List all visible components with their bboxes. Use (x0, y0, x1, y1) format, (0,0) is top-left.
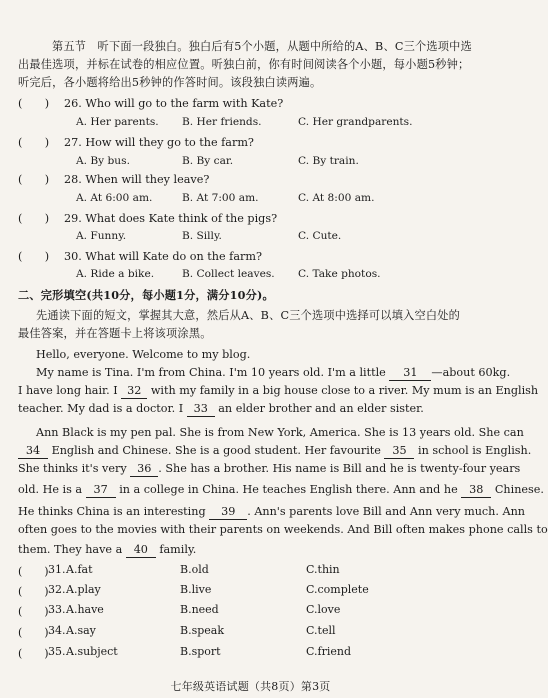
choice-b: B.need (180, 603, 219, 616)
choice-number: 31. (48, 563, 66, 576)
answer-paren[interactable]: ( ) (18, 565, 49, 578)
blank-36[interactable]: 36 (130, 462, 158, 477)
passage-line-3: teacher. My dad is a doctor. I 33 an elder brother and an elder sister. (18, 402, 424, 415)
passage-line-7: old. He is a 37 in a college in China. He teaches English there. Ann and he 38 Chinese. (18, 483, 544, 496)
answer-paren[interactable]: ( ) (18, 136, 50, 149)
blank-37[interactable]: 37 (86, 483, 116, 498)
answer-paren[interactable]: ( ) (18, 250, 50, 263)
choice-c: C.tell (306, 624, 336, 637)
cloze-instructions-1: 先通读下面的短文，掌握其大意，然后从A、B、C三个选项中选择可以填入空白处的 (36, 309, 461, 322)
answer-paren[interactable]: ( ) (18, 605, 49, 618)
choice-number: 33. (48, 603, 66, 616)
option-c: C. Cute. (298, 230, 342, 242)
option-b: B. By car. (182, 155, 234, 167)
choice-number: 34. (48, 624, 66, 637)
choice-row-35 (18, 645, 489, 659)
choice-row-34 (18, 624, 489, 638)
passage-line-4: Ann Black is my pen pal. She is from New York, America. She is 13 years old. She can (36, 426, 524, 439)
option-b: B. At 7:00 am. (182, 192, 259, 204)
option-b: B. Silly. (182, 230, 222, 242)
option-a: A. Funny. (76, 230, 127, 242)
passage-line-6: She thinks it's very 36 . She has a brother. His name is Bill and he is twenty-four years (18, 462, 521, 475)
question-number: 29. (64, 212, 82, 225)
choice-a: A.play (66, 583, 101, 596)
answer-paren[interactable]: ( ) (18, 173, 50, 186)
passage-line-2: I have long hair. I 32 with my family in a big house close to a river. My mum is an English (18, 384, 539, 397)
answer-paren[interactable]: ( ) (18, 212, 50, 225)
choice-b: B.speak (180, 624, 224, 637)
choice-c: C.complete (306, 583, 369, 596)
passage-line-1: My name is Tina. I'm from China. I'm 10 years old. I'm a little 31 —about 60kg. (36, 366, 511, 379)
blank-39[interactable]: 39 (209, 505, 247, 520)
choice-a: A.subject (66, 645, 118, 658)
cloze-heading: 二、完形填空(共10分，每小题1分，满分10分)。 (18, 288, 274, 302)
answer-paren[interactable]: ( ) (18, 585, 49, 598)
choice-b: B.old (180, 563, 209, 576)
choice-c: C.thin (306, 563, 340, 576)
passage-line-10: them. They have a 40 family. (18, 543, 197, 556)
choice-row-32 (18, 583, 489, 597)
option-b: B. Her friends. (182, 116, 262, 128)
passage-line-8: He thinks China is an interesting 39 . Ann's parents love Bill and Ann very much. Ann (18, 505, 525, 518)
option-a: A. Ride a bike. (76, 268, 155, 280)
question-26 (18, 97, 489, 111)
section5-line3: 听完后，各小题将给出5秒钟的作答时间。该段独白读两遍。 (18, 76, 322, 89)
question-number: 28. (64, 173, 82, 186)
answer-paren[interactable]: ( ) (18, 97, 50, 110)
option-a: A. At 6:00 am. (76, 192, 153, 204)
passage-line-5: 34 English and Chinese. She is a good student. Her favourite 35 in school is English. (18, 444, 489, 459)
section5-line1: 第五节 听下面一段独白。独白后有5个小题，从题中所给的A、B、C三个选项中选 (52, 40, 472, 53)
answer-paren[interactable]: ( ) (18, 626, 49, 639)
choice-number: 35. (48, 645, 66, 658)
option-c: C. Her grandparents. (298, 116, 413, 128)
option-c: C. By train. (298, 155, 359, 167)
answer-paren[interactable]: ( ) (18, 647, 49, 660)
question-28 (18, 173, 489, 187)
choice-b: B.sport (180, 645, 221, 658)
choice-c: C.love (306, 603, 341, 616)
choice-a: A.say (66, 624, 96, 637)
choice-c: C.friend (306, 645, 352, 658)
cloze-instructions-2: 最佳答案，并在答题卡上将该项涂黑。 (18, 327, 212, 340)
blank-33[interactable]: 33 (187, 402, 215, 417)
question-text: How will they go to the farm? (85, 136, 254, 149)
blank-35[interactable]: 35 (384, 444, 414, 459)
question-number: 27. (64, 136, 82, 149)
question-29 (18, 212, 489, 226)
blank-32[interactable]: 32 (121, 384, 147, 399)
blank-31[interactable]: 31 (389, 366, 431, 381)
question-27 (18, 136, 489, 150)
choice-b: B.live (180, 583, 212, 596)
choice-a: A.fat (66, 563, 93, 576)
question-30 (18, 250, 489, 264)
passage-line-9: often goes to the movies with their parents on weekends. And Bill often makes phone calls to (18, 523, 548, 536)
choice-a: A.have (66, 603, 104, 616)
choice-row-33 (18, 603, 489, 617)
question-text: Who will go to the farm with Kate? (85, 97, 284, 110)
question-number: 30. (64, 250, 82, 263)
option-c: C. Take photos. (298, 268, 381, 280)
section5-line2: 出最佳选项，并标在试卷的相应位置。听独白前，你有时间阅读各个小题，每小题5秒钟； (18, 58, 470, 71)
option-c: C. At 8:00 am. (298, 192, 375, 204)
option-b: B. Collect leaves. (182, 268, 275, 280)
question-text: What does Kate think of the pigs? (85, 212, 278, 225)
option-a: A. Her parents. (76, 116, 159, 128)
blank-40[interactable]: 40 (126, 543, 156, 558)
choice-row-31 (18, 563, 489, 577)
question-number: 26. (64, 97, 82, 110)
choice-number: 32. (48, 583, 66, 596)
question-text: What will Kate do on the farm? (85, 250, 262, 263)
question-text: When will they leave? (85, 173, 210, 186)
passage-greeting: Hello, everyone. Welcome to my blog. (36, 348, 251, 361)
page-footer: 七年级英语试题（共8页）第3页 (170, 680, 331, 693)
blank-38[interactable]: 38 (461, 483, 491, 498)
blank-34[interactable]: 34 (18, 444, 48, 459)
option-a: A. By bus. (76, 155, 130, 167)
